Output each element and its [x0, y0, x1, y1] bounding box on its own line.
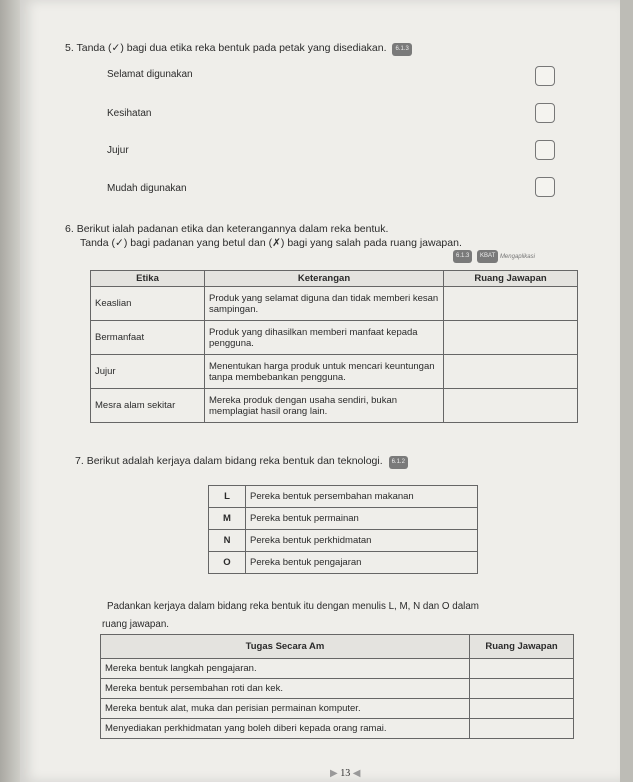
q5-option-4: Mudah digunakan: [107, 183, 187, 194]
q5-checkbox-2[interactable]: [535, 103, 555, 123]
q5-text: Tanda (✓) bagi dua etika reka bentuk pada petak yang disediakan.: [76, 42, 387, 54]
q5-option-2: Kesihatan: [107, 108, 152, 119]
q6-header-jawapan: Ruang Jawapan: [444, 271, 578, 287]
career-text: Pereka bentuk pengajaran: [246, 552, 478, 574]
page-number-text: 13: [340, 768, 351, 779]
answer-cell[interactable]: [444, 287, 578, 321]
answer-cell[interactable]: [470, 659, 574, 679]
q7-header-tugas: Tugas Secara Am: [101, 635, 470, 659]
table-row: [101, 659, 574, 679]
q7-number: 7.: [75, 455, 84, 467]
table-row: [91, 355, 578, 389]
q6-header-row: [91, 271, 578, 287]
q7-header-jawapan: Ruang Jawapan: [470, 635, 574, 659]
book-spine-shadow: [0, 0, 20, 782]
etika-cell: Mesra alam sekitar: [91, 389, 205, 423]
etika-cell: Jujur: [91, 355, 205, 389]
q6-badge-level: Mengaplikasi: [499, 254, 535, 260]
table-row: [101, 679, 574, 699]
q6-header-etika: Etika: [91, 271, 205, 287]
task-cell: Menyediakan perkhidmatan yang boleh diberi kepada orang ramai.: [101, 719, 470, 739]
page-number: [330, 768, 360, 779]
q7-badge: 6.1.2: [389, 456, 408, 469]
task-cell: Mereka bentuk alat, muka dan perisian permainan komputer.: [101, 699, 470, 719]
answer-cell[interactable]: [470, 699, 574, 719]
q7-instruction-2: ruang jawapan.: [102, 619, 169, 630]
career-letter: L: [209, 486, 246, 508]
table-row: [91, 287, 578, 321]
right-arrow-icon: ◀: [352, 768, 361, 779]
keterangan-cell: Produk yang dihasilkan memberi manfaat kepada pengguna.: [205, 321, 444, 355]
table-row: [209, 530, 478, 552]
keterangan-cell: Mereka produk dengan usaha sendiri, bukan memplagiat hasil orang lain.: [205, 389, 444, 423]
answer-cell[interactable]: [470, 719, 574, 739]
q7-tasks-table: [100, 634, 574, 739]
q6-badges: [450, 250, 535, 264]
q6-line2: Tanda (✓) bagi padanan yang betul dan (✗) bagi yang salah pada ruang jawapan.: [80, 237, 462, 249]
career-text: Pereka bentuk perkhidmatan: [246, 530, 478, 552]
table-row: [91, 389, 578, 423]
q5-option-3: Jujur: [107, 145, 129, 156]
table-row: [91, 321, 578, 355]
answer-cell[interactable]: [444, 355, 578, 389]
task-cell: Mereka bentuk langkah pengajaran.: [101, 659, 470, 679]
q6-line1: Berikut ialah padanan etika dan keterangannya dalam reka bentuk.: [76, 223, 389, 235]
q7-careers-table: [208, 485, 478, 574]
worksheet-page: [20, 0, 620, 782]
answer-cell[interactable]: [444, 321, 578, 355]
q6-badge-code: 6.1.3: [453, 250, 472, 263]
question-6: [65, 223, 388, 236]
q6-number: 6.: [65, 223, 74, 235]
question-7: [75, 455, 408, 469]
task-cell: Mereka bentuk persembahan roti dan kek.: [101, 679, 470, 699]
q5-option-1: Selamat digunakan: [107, 69, 193, 80]
etika-cell: Bermanfaat: [91, 321, 205, 355]
career-text: Pereka bentuk persembahan makanan: [246, 486, 478, 508]
q6-badge-kbat: KBAT: [477, 250, 498, 263]
table-row: [209, 508, 478, 530]
q6-table: [90, 270, 578, 423]
answer-cell[interactable]: [470, 679, 574, 699]
career-letter: O: [209, 552, 246, 574]
answer-cell[interactable]: [444, 389, 578, 423]
q5-checkbox-3[interactable]: [535, 140, 555, 160]
table-row: [209, 552, 478, 574]
career-letter: M: [209, 508, 246, 530]
q7-text: Berikut adalah kerjaya dalam bidang reka bentuk dan teknologi.: [86, 455, 383, 467]
q7-instruction-1: Padankan kerjaya dalam bidang reka bentuk itu dengan menulis L, M, N dan O dalam: [107, 601, 479, 612]
etika-cell: Keaslian: [91, 287, 205, 321]
keterangan-cell: Produk yang selamat diguna dan tidak memberi kesan sampingan.: [205, 287, 444, 321]
keterangan-cell: Menentukan harga produk untuk mencari keuntungan tanpa membebankan pengguna.: [205, 355, 444, 389]
career-text: Pereka bentuk permainan: [246, 508, 478, 530]
q5-checkbox-4[interactable]: [535, 177, 555, 197]
career-letter: N: [209, 530, 246, 552]
table-row: [209, 486, 478, 508]
q7-header-row: [101, 635, 574, 659]
table-row: [101, 699, 574, 719]
q5-number: 5.: [65, 42, 74, 54]
question-5: [65, 42, 412, 56]
q5-badge: 6.1.3: [392, 43, 411, 56]
table-row: [101, 719, 574, 739]
q5-checkbox-1[interactable]: [535, 66, 555, 86]
left-arrow-icon: ▶: [330, 768, 338, 779]
q6-header-keterangan: Keterangan: [205, 271, 444, 287]
